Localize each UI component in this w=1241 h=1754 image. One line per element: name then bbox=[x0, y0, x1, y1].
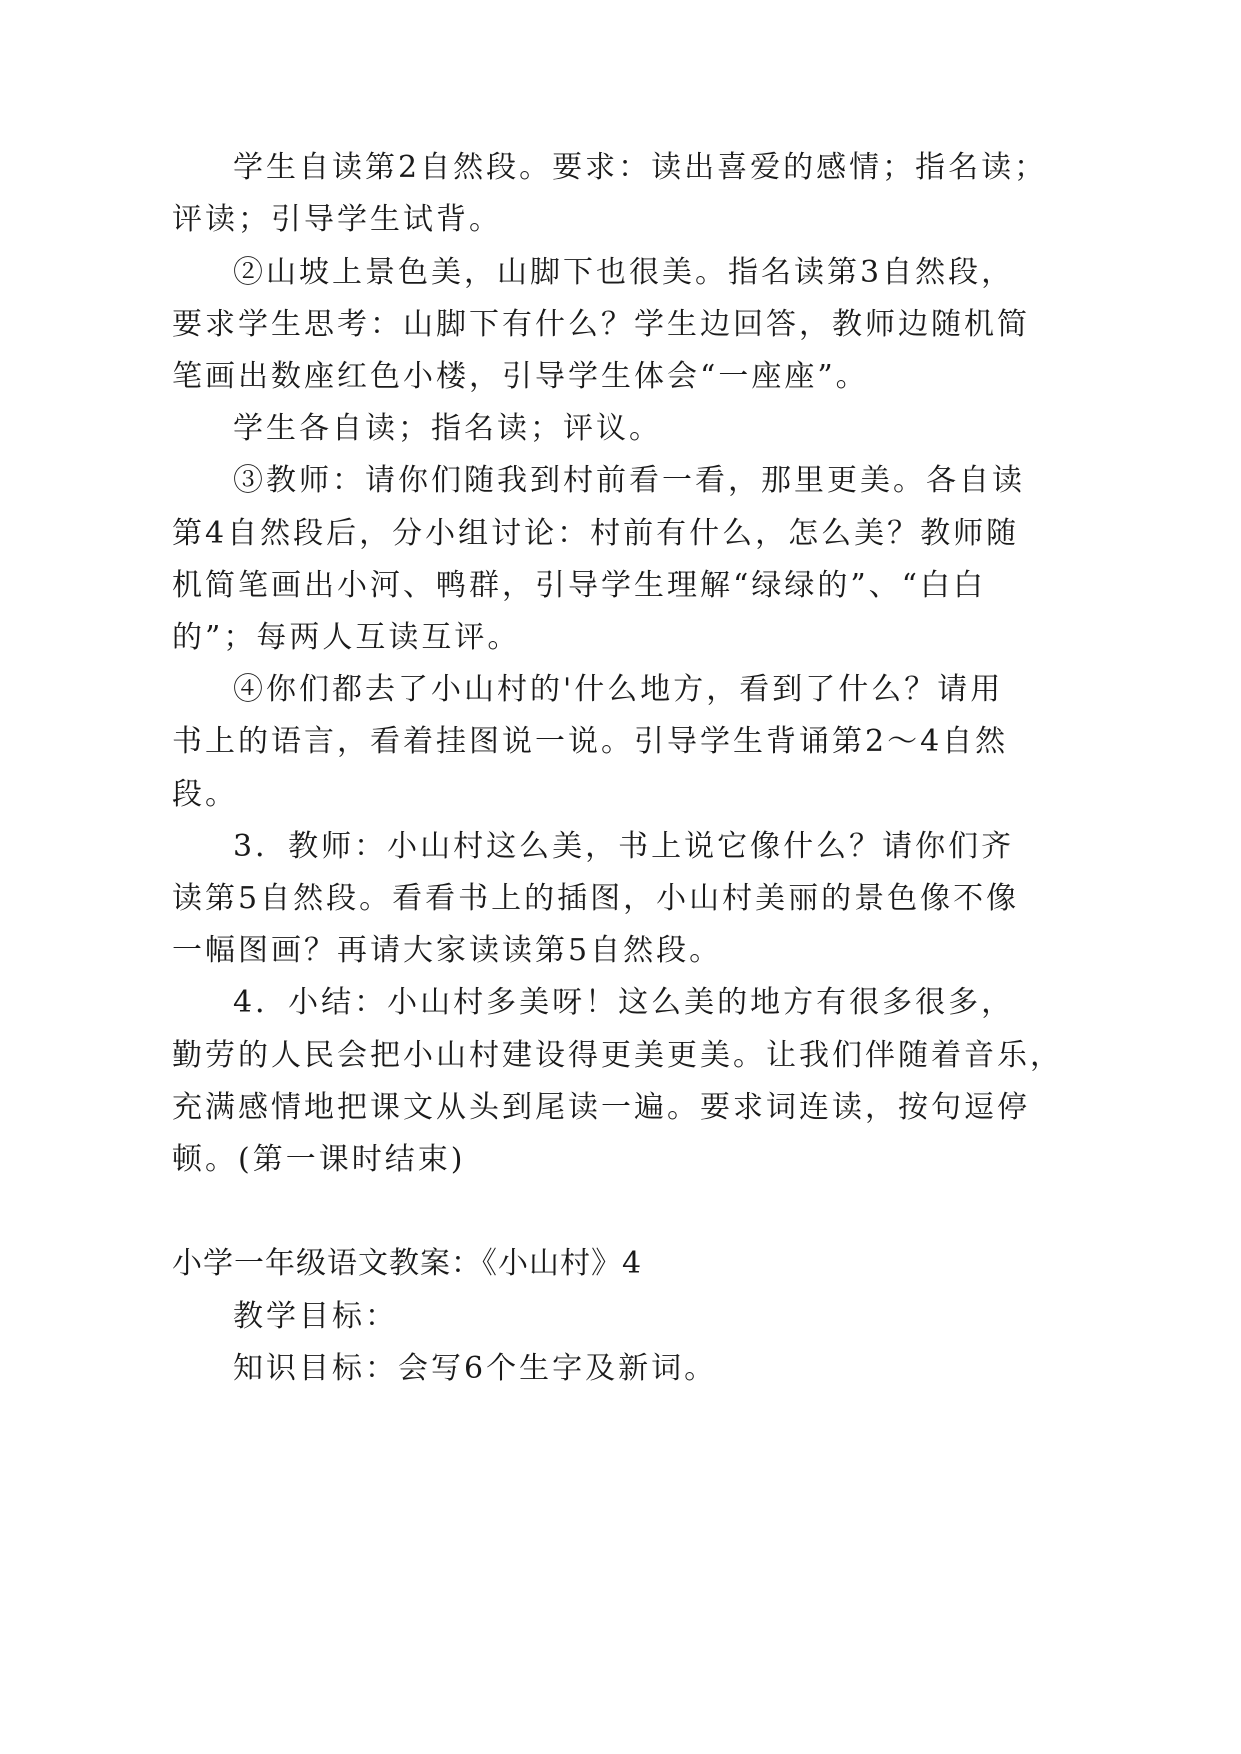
knowledge-goal: 知识目标：会写6个生字及新词。 bbox=[233, 1351, 718, 1386]
paragraph-line: 3．教师：小山村这么美，书上说它像什么？请你们齐 bbox=[233, 829, 1015, 864]
section-title: 小学一年级语文教案：《小山村》4 bbox=[172, 1246, 643, 1281]
paragraph-line: 笔画出数座红色小楼，引导学生体会“一座座”。 bbox=[172, 359, 869, 394]
paragraph-line: 段。 bbox=[172, 777, 238, 812]
paragraph-line: ②山坡上景色美，山脚下也很美。指名读第3自然段， bbox=[233, 255, 1015, 290]
paragraph-line: 读第5自然段。看看书上的插图，小山村美丽的景色像不像 bbox=[172, 881, 1020, 916]
paragraph-line: 机简笔画出小河、鸭群，引导学生理解“绿绿的”、“白白 bbox=[172, 568, 987, 603]
paragraph-line: 顿。(第一课时结束) bbox=[172, 1142, 466, 1177]
paragraph-line: 学生自读第2自然段。要求：读出喜爱的感情；指名读； bbox=[233, 150, 1048, 185]
paragraph-line: 4．小结：小山村多美呀！这么美的地方有很多很多， bbox=[233, 985, 1015, 1020]
teaching-goal-heading: 教学目标： bbox=[233, 1299, 398, 1334]
paragraph-line: 评读；引导学生试背。 bbox=[172, 202, 502, 237]
paragraph-line: 要求学生思考：山脚下有什么？学生边回答，教师边随机简 bbox=[172, 307, 1030, 342]
paragraph-line: 的”；每两人互读互评。 bbox=[172, 620, 521, 655]
paragraph-line: ④你们都去了小山村的'什么地方，看到了什么？请用 bbox=[233, 672, 1004, 707]
paragraph-line: 一幅图画？再请大家读读第5自然段。 bbox=[172, 933, 723, 968]
paragraph-line: 书上的语言，看着挂图说一说。引导学生背诵第2～4自然 bbox=[172, 724, 1009, 759]
paragraph-line: 第4自然段后，分小组讨论：村前有什么，怎么美？教师随 bbox=[172, 516, 1020, 551]
paragraph-line: ③教师：请你们随我到村前看一看，那里更美。各自读 bbox=[233, 463, 1025, 498]
paragraph-line: 学生各自读；指名读；评议。 bbox=[233, 411, 662, 446]
paragraph-line: 勤劳的人民会把小山村建设得更美更美。让我们伴随着音乐， bbox=[172, 1038, 1063, 1073]
paragraph-line: 充满感情地把课文从头到尾读一遍。要求词连读，按句逗停 bbox=[172, 1090, 1030, 1125]
